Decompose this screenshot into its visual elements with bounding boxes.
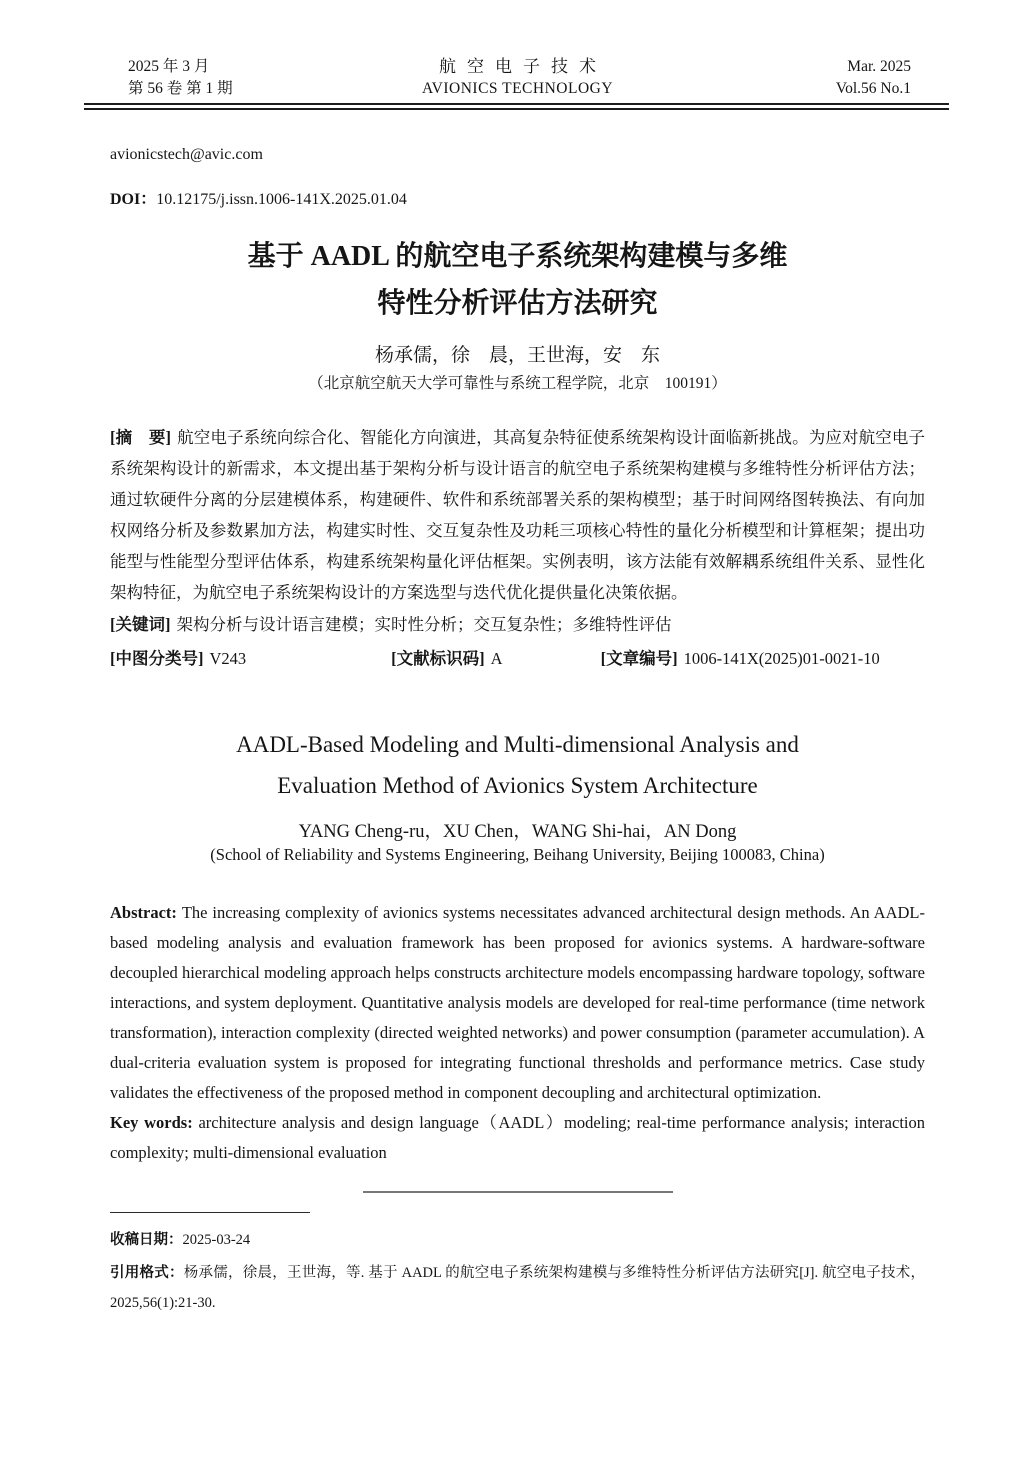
doc-code-label: [文献标识码] — [391, 649, 485, 668]
header-double-rule — [84, 103, 949, 110]
article-id-group — [601, 643, 880, 674]
keywords-cn-label: [关键词] — [110, 615, 171, 634]
journal-header-center — [422, 56, 613, 100]
keywords-cn-text: 架构分析与设计语言建模；实时性分析；交互复杂性；多维特性评估 — [176, 615, 672, 634]
keywords-cn — [110, 609, 925, 640]
journal-name-en: AVIONICS TECHNOLOGY — [421, 80, 614, 97]
citation-line — [110, 1258, 925, 1318]
abstract-cn-text: 航空电子系统向综合化、智能化方向演进，其高复杂特征使系统架构设计面临新挑战。为应对航空电子系统架构设计的新需求，本文提出基于架构分析与设计语言的航空电子系统架构建模与多维特性分析评估方法；通过软硬件分离的分层建模体系，构建硬件、软件和系统部署关系的架构模型；基于时间网络图转换法、有向加权网络分析及参数累加方法，构建实时性、交互复杂性及功耗三项核心特性的量化分析模型和计算框架；提出功能型与性能型分型评估体系，构建系统架构量化评估框架。实例表明，该方法能有效解耦系统组件关系、显性化架构特征，为航空电子系统架构设计的方案选型与迭代优化提供量化决策依据。 — [110, 428, 925, 602]
footnote-rule — [110, 1212, 310, 1213]
keywords-en-text: architecture analysis and design language（AADL）modeling; real-time performance analysis; interaction complexity; multi-dimensional evaluation — [110, 1113, 925, 1162]
doc-code-value: A — [490, 649, 503, 668]
abstract-cn — [110, 422, 925, 608]
abstract-en — [110, 898, 925, 1108]
article-title-en-line1: AADL-Based Modeling and Multi-dimensional Analysis and — [236, 732, 799, 757]
received-date-label: 收稿日期： — [110, 1232, 183, 1248]
abstract-en-text: The increasing complexity of avionics systems necessitates advanced architectural design methods. An AADL-based modeling analysis and evaluation framework has been proposed for avionics systems. A hardware-software decoupled hierarchical modeling approach helps constructs architecture models encompassing hardware topology, software interactions, and system deployment. Quantitative analysis models are developed for real-time performance (time network transformation), interaction complexity (directed weighted networks) and power consumption (parameter accumulation). A dual-criteria evaluation system is proposed for integrating functional thresholds and performance metrics. Case study validates the effectiveness of the proposed method in component decoupling and architectural optimization. — [110, 903, 925, 1102]
article-id-value: 1006-141X(2025)01-0021-10 — [683, 649, 880, 668]
affiliation-cn: （北京航空航天大学可靠性与系统工程学院，北京 100191） — [308, 375, 727, 392]
journal-header-right — [613, 56, 925, 100]
journal-date-cn: 2025 年 3 月 — [128, 58, 210, 75]
journal-volume-issue-en: Vol.56 No.1 — [835, 80, 911, 97]
received-date-value: 2025-03-24 — [182, 1232, 251, 1248]
doi-line — [110, 186, 925, 209]
journal-volume-issue-cn: 第 56 卷 第 1 期 — [128, 80, 233, 97]
doc-code-group — [391, 643, 502, 674]
citation-value: 杨承儒，徐晨，王世海，等. 基于 AADL 的航空电子系统架构建模与多维特性分析评估方法研究[J]. 航空电子技术，2025,56(1):21-30. — [110, 1265, 926, 1311]
received-date-line — [110, 1228, 925, 1249]
authors-en: YANG Cheng-ru，XU Chen，WANG Shi-hai，AN Dong — [298, 822, 737, 842]
article-title-cn — [110, 233, 925, 327]
journal-header — [110, 56, 925, 100]
keywords-en — [110, 1108, 925, 1168]
doi-label: DOI： — [110, 191, 157, 208]
authors-cn: 杨承儒，徐 晨，王世海，安 东 — [374, 345, 660, 366]
article-title-en-line2: Evaluation Method of Avionics System Architecture — [277, 773, 758, 798]
clc-label: [中图分类号] — [110, 649, 204, 668]
article-title-en — [110, 724, 925, 806]
article-title-cn-line2: 特性分析评估方法研究 — [377, 288, 658, 319]
journal-name-cn: 航空电子技术 — [439, 57, 607, 76]
clc-value: V243 — [209, 649, 247, 668]
journal-date-en: Mar. 2025 — [847, 58, 911, 75]
doi-value: 10.12175/j.issn.1006-141X.2025.01.04 — [156, 191, 407, 208]
keywords-en-label: Key words: — [110, 1113, 199, 1132]
contact-email: avionicstech@avic.com — [110, 146, 263, 163]
classification-row — [110, 643, 925, 674]
citation-label: 引用格式： — [110, 1265, 184, 1281]
clc-group — [110, 643, 246, 674]
article-title-cn-line1: 基于 AADL 的航空电子系统架构建模与多维 — [247, 241, 788, 272]
affiliation-en: (School of Reliability and Systems Engineering, Beihang University, Beijing 100083, China) — [210, 845, 825, 864]
article-id-label: [文章编号] — [600, 649, 678, 668]
abstract-en-label: Abstract: — [110, 903, 182, 922]
journal-header-left — [110, 56, 422, 100]
abstract-cn-label: [摘 要] — [110, 428, 171, 447]
section-end-rule — [363, 1191, 673, 1193]
